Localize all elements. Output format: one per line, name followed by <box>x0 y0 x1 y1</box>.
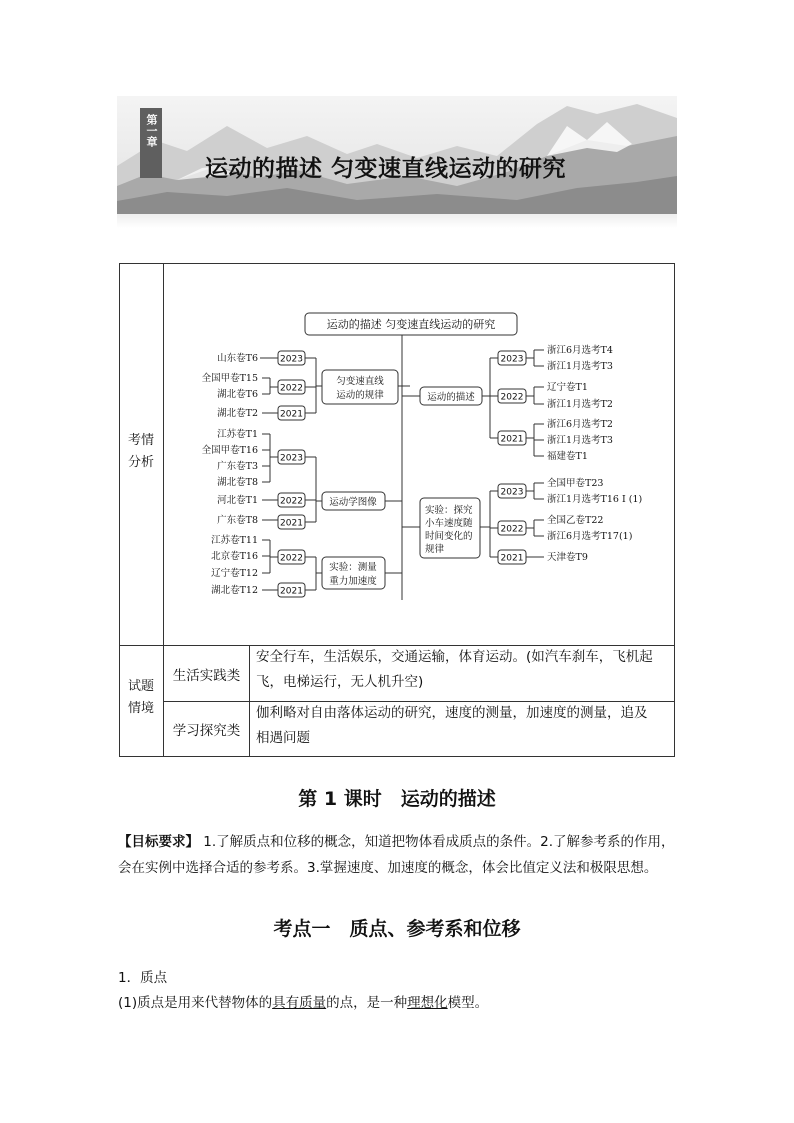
exam-item: 浙江6月选考T2 <box>547 419 613 430</box>
exam-item: 全国甲卷T16 <box>201 445 258 456</box>
mindmap-topic: 实验：探究 <box>425 505 473 516</box>
table-divider <box>249 645 250 757</box>
exam-item: 北京卷T16 <box>211 551 258 562</box>
mindmap-topic: 运动的描述 <box>427 392 475 403</box>
mindmap-topic: 实验：测量 <box>329 562 377 573</box>
year-badge: 2022 <box>280 496 303 507</box>
chapter-title: 运动的描述 匀变速直线运动的研究 <box>205 156 567 182</box>
year-badge: 2021 <box>500 434 524 445</box>
year-badge: 2021 <box>280 586 303 597</box>
category-life-practice: 生活实践类 <box>172 668 241 684</box>
exam-item: 湖北卷T8 <box>217 477 258 488</box>
exam-item: 福建卷T1 <box>547 451 588 462</box>
paragraph: (1)质点是用来代替物体的具有质量的点，是一种理想化模型。 <box>118 995 489 1011</box>
exam-item: 浙江1月选考T2 <box>547 399 613 410</box>
exam-item: 辽宁卷T12 <box>211 568 258 579</box>
year-badge: 2021 <box>280 518 303 529</box>
row-label-analysis: 考情 分析 <box>127 433 154 470</box>
category-study-explore-text: 伽利略对自由落体运动的研究，速度的测量，加速度的测量，追及 相遇问题 <box>256 705 648 746</box>
year-badge: 2023 <box>280 354 303 365</box>
exam-item: 浙江1月选考T3 <box>547 361 613 372</box>
year-badge: 2022 <box>500 392 524 403</box>
exam-item: 江苏卷T1 <box>217 429 258 440</box>
goal-requirements: 【目标要求】 1.了解质点和位移的概念，知道把物体看成质点的条件。2.了解参考系的作用， 会在实例中选择合适的参考系。3.掌握速度、加速度的概念，体会比值定义法和极限思想。 <box>118 834 675 876</box>
exam-item: 辽宁卷T1 <box>547 382 588 393</box>
category-life-practice-text: 安全行车，生活娱乐，交通运输，体育运动。(如汽车刹车，飞机起 飞，电梯运行，无人机升空) <box>256 649 653 690</box>
year-badge: 2023 <box>500 354 524 365</box>
year-badge: 2022 <box>500 524 524 535</box>
exam-item: 湖北卷T2 <box>217 408 258 419</box>
goal-label: 【目标要求】 <box>118 834 199 850</box>
exam-item: 江苏卷T11 <box>211 535 258 546</box>
year-badge: 2022 <box>280 383 303 394</box>
exam-item: 广东卷T3 <box>217 461 258 472</box>
banner-shadow <box>117 214 677 228</box>
year-badge: 2022 <box>280 553 303 564</box>
section-title: 考点一 质点、参考系和位移 <box>273 918 521 940</box>
year-badge: 2023 <box>280 453 303 464</box>
exam-item: 全国乙卷T22 <box>547 515 604 526</box>
exam-item: 湖北卷T12 <box>211 585 258 596</box>
knowledge-mindmap <box>167 268 667 640</box>
exam-item: 全国甲卷T15 <box>201 373 258 384</box>
lesson-title: 第 1 课时 运动的描述 <box>298 788 496 810</box>
exam-item: 浙江6月选考T4 <box>547 345 613 356</box>
exam-item: 天津卷T9 <box>547 552 588 563</box>
mindmap-topic: 时间变化的 <box>425 531 473 542</box>
year-badge: 2021 <box>500 553 524 564</box>
exam-item: 浙江1月选考T3 <box>547 435 613 446</box>
exam-item: 浙江1月选考T16 Ⅰ (1) <box>547 494 643 505</box>
mindmap-topic: 规律 <box>425 544 445 555</box>
year-badge: 2023 <box>500 487 524 498</box>
year-badge: 2021 <box>280 409 303 420</box>
mindmap-root: 运动的描述 匀变速直线运动的研究 <box>326 318 496 331</box>
exam-item: 湖北卷T6 <box>217 389 258 400</box>
exam-item: 浙江6月选考T17(1) <box>547 531 633 542</box>
mindmap-topic: 重力加速度 <box>329 576 377 587</box>
category-study-explore: 学习探究类 <box>172 723 241 739</box>
exam-item: 广东卷T8 <box>217 515 258 526</box>
chapter-tag: 第一章 <box>140 108 162 178</box>
mindmap-topic: 匀变速直线 <box>336 376 384 387</box>
mindmap-topic: 运动学图像 <box>329 497 377 508</box>
mindmap-topic: 小车速度随 <box>425 518 473 529</box>
mindmap-topic: 运动的规律 <box>336 390 384 401</box>
exam-item: 山东卷T6 <box>217 353 258 364</box>
item-heading: 1．质点 <box>118 970 168 986</box>
row-label-situation: 试题 情境 <box>127 679 154 716</box>
exam-item: 全国甲卷T23 <box>547 478 604 489</box>
exam-item: 河北卷T1 <box>217 495 258 506</box>
